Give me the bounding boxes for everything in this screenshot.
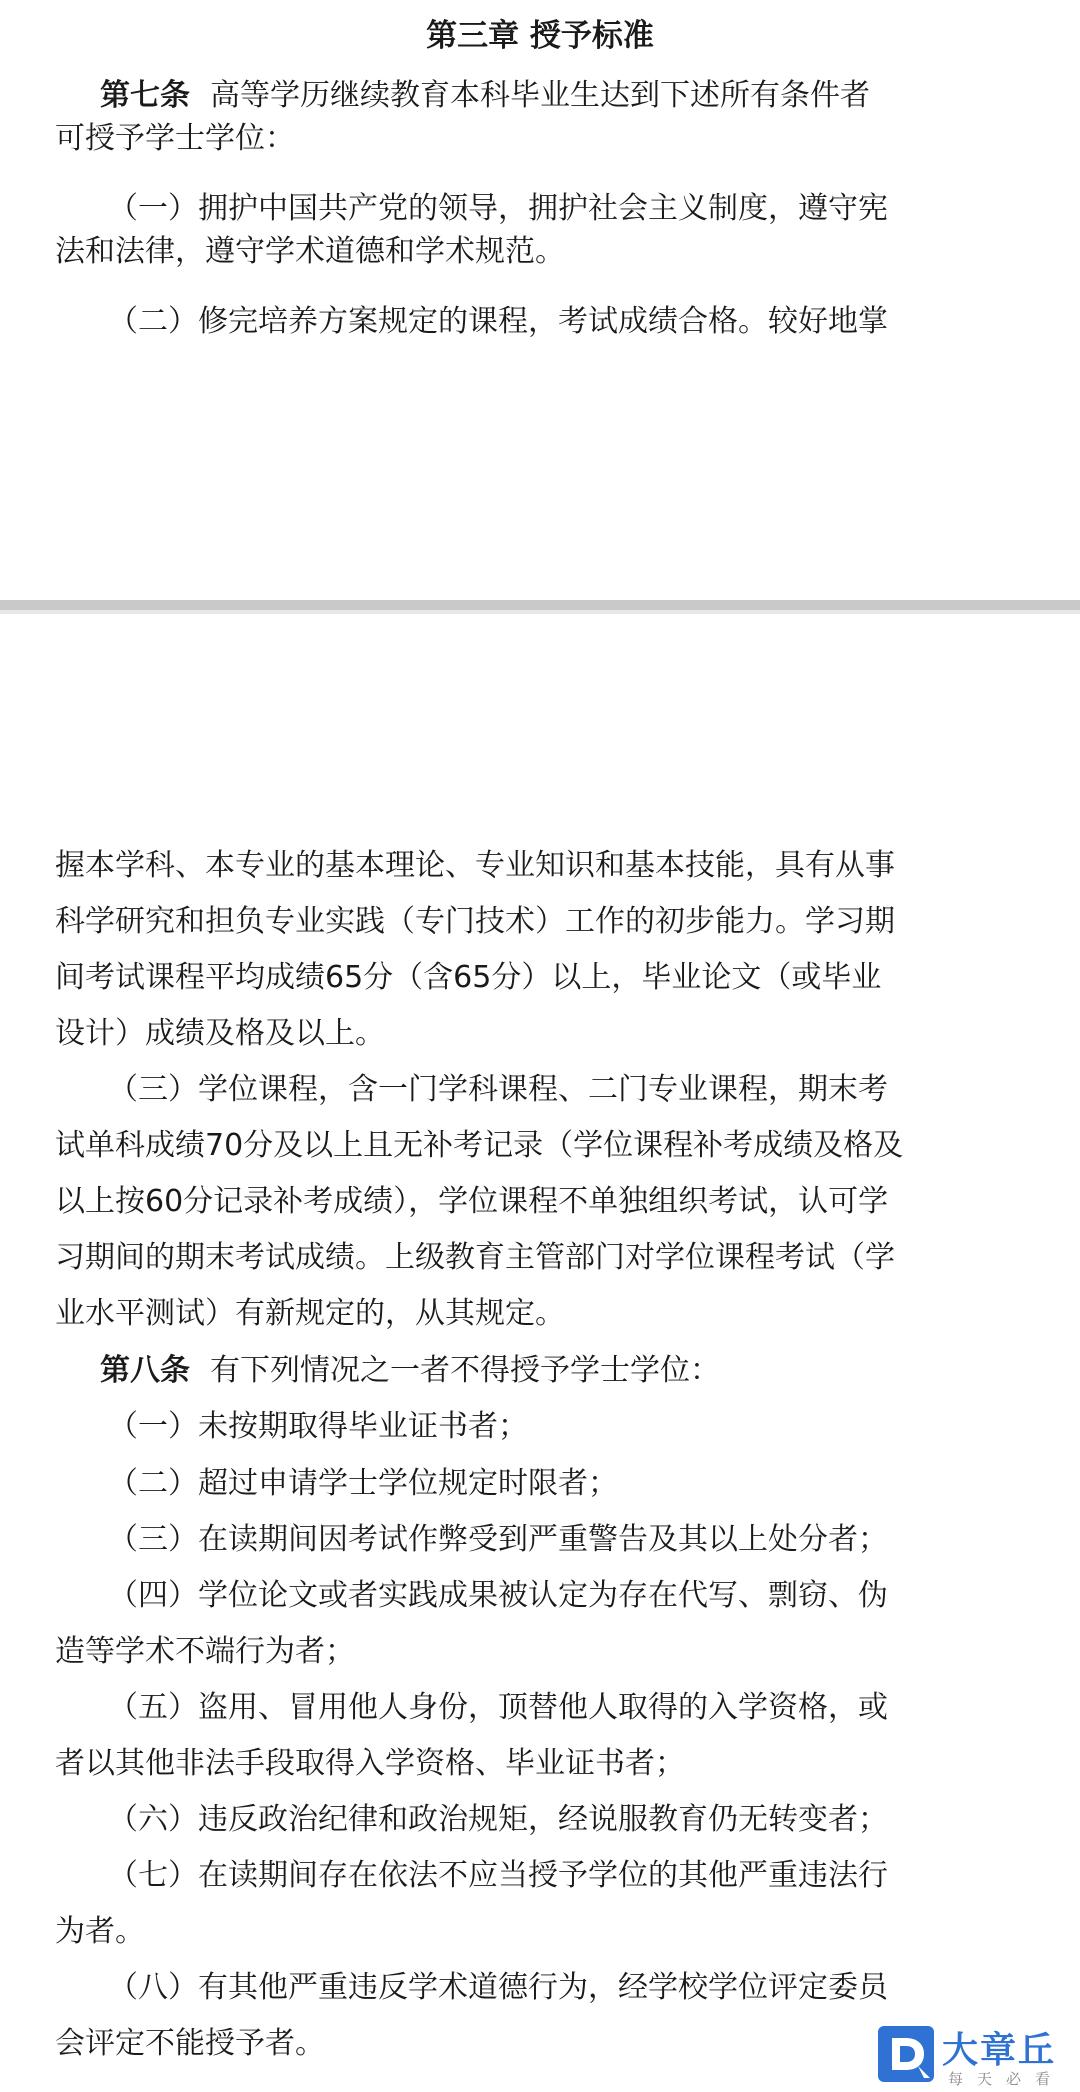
text-line: 业水平测试）有新规定的，从其规定。 — [55, 1296, 565, 1331]
watermark-logo — [878, 2020, 1078, 2092]
text-line: 可授予学士学位： — [55, 121, 295, 156]
text-line: （一）拥护中国共产党的领导，拥护社会主义制度，遵守宪 — [108, 191, 888, 226]
list-item: （六）违反政治纪律和政治规矩，经说服教育仍无转变者； — [108, 1802, 888, 1837]
list-item: （二）超过申请学士学位规定时限者； — [108, 1466, 618, 1501]
article-8-heading — [100, 1345, 720, 1389]
logo-d-icon — [878, 2026, 934, 2082]
list-item: （八）有其他严重违反学术道德行为，经学校学位评定委员 — [108, 1970, 888, 2005]
text-line: 科学研究和担负专业实践（专门技术）工作的初步能力。学习期 — [55, 904, 895, 939]
text-line: 法和法律，遵守学术道德和学术规范。 — [55, 234, 565, 269]
text-line: 以上按60分记录补考成绩），学位课程不单独组织考试，认可学 — [55, 1184, 889, 1219]
text-line: 为者。 — [55, 1914, 145, 1949]
article-label: 第八条 — [100, 1353, 190, 1388]
text-line: （三）学位课程，含一门学科课程、二门专业课程，期末考 — [108, 1072, 888, 1107]
page-divider — [0, 600, 1080, 610]
text-line: 试单科成绩70分及以上且无补考记录（学位课程补考成绩及格及 — [55, 1128, 904, 1163]
text-line: 者以其他非法手段取得入学资格、毕业证书者； — [55, 1746, 685, 1781]
text-line: 习期间的期末考试成绩。上级教育主管部门对学位课程考试（学 — [55, 1240, 895, 1275]
list-item: （七）在读期间存在依法不应当授予学位的其他严重违法行 — [108, 1858, 888, 1893]
document-page-top — [0, 0, 1080, 600]
logo-tagline: 每天必看 — [948, 2070, 1065, 2088]
text-line: 设计）成绩及格及以上。 — [55, 1016, 385, 1051]
article-label: 第七条 — [100, 78, 190, 113]
list-item: （三）在读期间因考试作弊受到严重警告及其以上处分者； — [108, 1522, 888, 1557]
text-line: 造等学术不端行为者； — [55, 1634, 355, 1669]
text-line: 高等学历继续教育本科毕业生达到下述所有条件者 — [210, 78, 870, 113]
text-line: 有下列情况之一者不得授予学士学位： — [210, 1353, 720, 1388]
text-line: 间考试课程平均成绩65分（含65分）以上，毕业论文（或毕业 — [55, 960, 882, 995]
chapter-title: 第三章 授予标准 — [426, 18, 654, 54]
list-item: （四）学位论文或者实践成果被认定为存在代写、剽窃、伪 — [108, 1578, 888, 1613]
list-item: （五）盗用、冒用他人身份，顶替他人取得的入学资格，或 — [108, 1690, 888, 1725]
document-page-bottom — [0, 800, 1080, 2092]
logo-name: 大章丘 — [942, 2030, 1057, 2071]
article-7-heading — [100, 70, 870, 114]
text-line: 会评定不能授予者。 — [55, 2026, 325, 2061]
text-line: 握本学科、本专业的基本理论、专业知识和基本技能，具有从事 — [55, 848, 895, 883]
blank-area — [0, 614, 1080, 800]
text-line: （二）修完培养方案规定的课程，考试成绩合格。较好地掌 — [108, 304, 888, 339]
list-item: （一）未按期取得毕业证书者； — [108, 1409, 528, 1444]
